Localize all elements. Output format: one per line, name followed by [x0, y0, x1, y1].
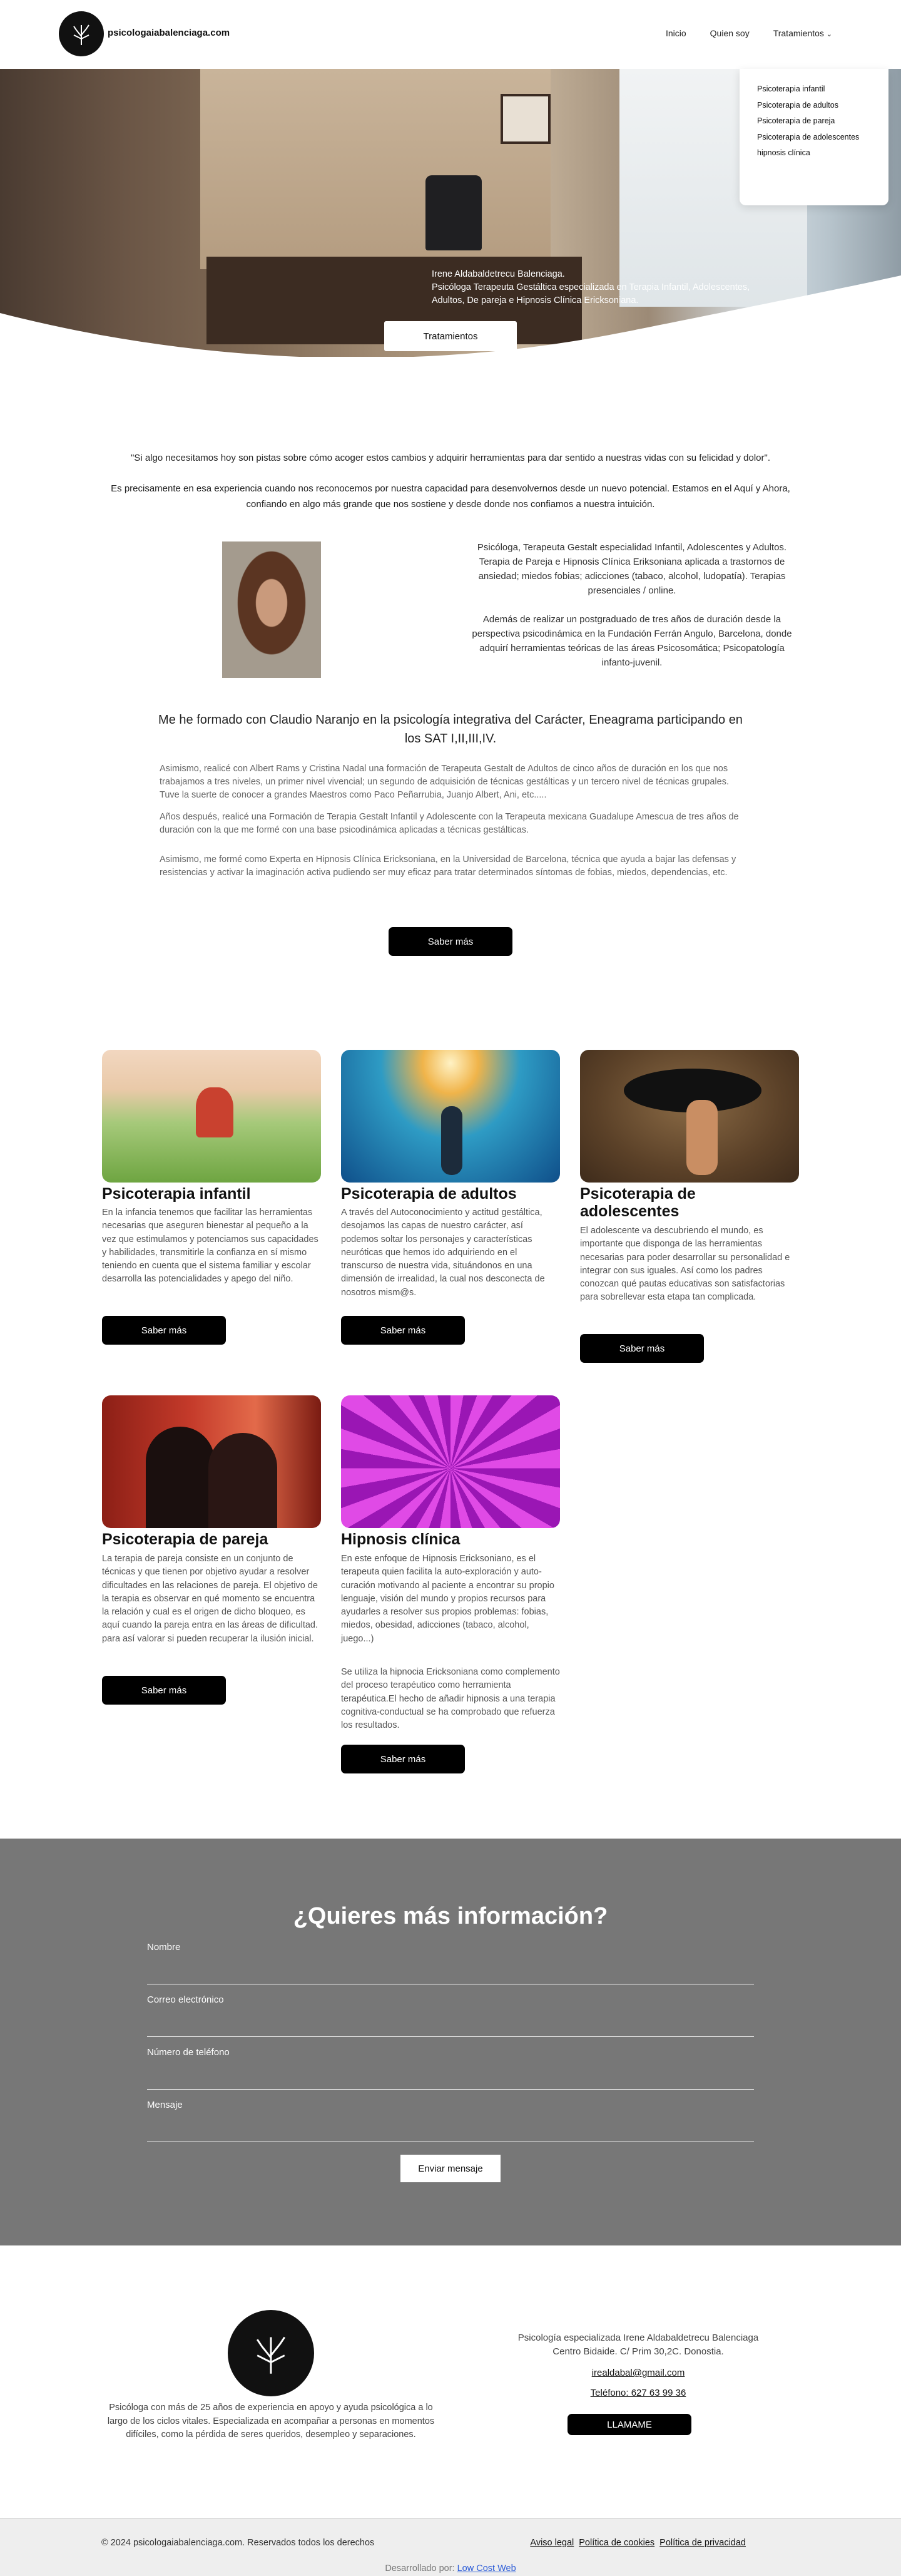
- label-mensaje: Mensaje: [147, 2100, 183, 2110]
- bio-paragraph-1: Psicóloga, Terapeuta Gestalt especialidad Infantil, Adolescentes y Adultos. Terapia de Pareja e Hipnosis Clínica Eriksoniana aplicada a trastornos de ansiedad; miedos fobias; adicciones (tabaco, alcohol, ludopatía). Terapias presenciales / online.: [477, 542, 787, 596]
- nav-inicio[interactable]: Inicio: [665, 28, 686, 38]
- developer-link[interactable]: Low Cost Web: [457, 2563, 516, 2573]
- enviar-mensaje-button[interactable]: Enviar mensaje: [400, 2155, 501, 2182]
- card-title-adultos: Psicoterapia de adultos: [341, 1185, 517, 1203]
- dropdown-item-adolescentes[interactable]: Psicoterapia de adolescentes: [757, 132, 860, 141]
- chevron-down-icon: ⌄: [826, 31, 832, 38]
- logo[interactable]: [59, 11, 104, 56]
- tratamientos-dropdown: [740, 69, 888, 205]
- label-nombre: Nombre: [147, 1942, 181, 1953]
- footer-email-link[interactable]: irealdabal@gmail.com: [591, 2368, 685, 2378]
- dropdown-item-infantil[interactable]: Psicoterapia infantil: [757, 85, 825, 93]
- training-heading: Me he formado con Claudio Naranjo en la psicología integrativa del Carácter, Eneagrama participando en los SAT I,II,III,IV.: [158, 713, 743, 746]
- card-text-adultos: A través del Autoconocimiento y actitud gestáltica, desojamos las capas de nuestro carácter, así podemos soltar los personajes y características neuróticas que hemos ido adquiriendo en el transcurso de nuestra vida, situándonos en una dimensión de irrealidad, la cual nos desconecta de nosotros mism@s.: [341, 1208, 545, 1298]
- card-image-infantil[interactable]: [102, 1050, 321, 1183]
- legal-links: [530, 2538, 746, 2548]
- footer-address: [476, 2331, 801, 2358]
- bio: [463, 540, 801, 670]
- tree-icon: [68, 20, 95, 48]
- training-paragraph-2: Años después, realicé una Formación de Terapia Gestalt Infantil y Adolescente con la Terapeuta mexicana Guadalupe Amescua de tres años de duración con la que me formé con una base psicodinámica aplicadas a técnicas gestálticas.: [160, 812, 739, 835]
- hero-wall: [200, 69, 551, 269]
- footer-description: Psicóloga con más de 25 años de experiencia en apoyo y ayuda psicológica a lo largo de los ciclos vitales. Especializada en acompañar a personas en momentos difíciles, como la pérdida de seres queridos, desempleo y separaciones.: [107, 2403, 435, 2440]
- saber-mas-adolescentes-button[interactable]: Saber más: [580, 1334, 704, 1363]
- developer-credit: [0, 2563, 901, 2573]
- saber-mas-pareja-button[interactable]: Saber más: [102, 1676, 226, 1705]
- contact-heading: ¿Quieres más información?: [293, 1903, 608, 1929]
- intro-paragraph: Es precisamente en esa experiencia cuando nos reconocemos por nuestra capacidad para desenvolvernos desde un nuevo potencial. Estamos en el Aquí y Ahora, confiando en algo más grande que nos sostiene y desde donde nos confiamos a nuestra intuición.: [111, 483, 790, 510]
- bio-paragraph-2: Además de realizar un postgraduado de tres años de duración desde la perspectiva psicodinámica en la Fundación Ferrán Angulo, Barcelona, donde adquirí herramientas teóricas de las áreas Psicosomática; Psicopatología infanto-juvenil.: [472, 614, 792, 668]
- hero-text: [432, 268, 782, 307]
- footer-phone-link[interactable]: Teléfono: 627 63 99 36: [590, 2388, 686, 2398]
- card-text-hipnosis-2: Se utiliza la hipnocia Ericksoniana como complemento del proceso terapéutico como herramienta terapéutica.El hecho de añadir hipnosis a una terapia cognitiva-conductual se ha comprobado que refuerza los resultados.: [341, 1667, 560, 1731]
- nav-quien-soy[interactable]: Quien soy: [710, 28, 750, 38]
- hero-line2: Psicóloga Terapeuta Gestáltica especializada en Terapia Infantil, Adolescentes, Adultos, De pareja e Hipnosis Clínica Ericksoniana.: [432, 282, 750, 305]
- card-title-adolescentes: Psicoterapia de adolescentes: [580, 1185, 696, 1220]
- card-image-adultos[interactable]: [341, 1050, 560, 1183]
- card-image-pareja[interactable]: [102, 1395, 321, 1528]
- card-title-infantil: Psicoterapia infantil: [102, 1185, 251, 1203]
- contact-section: [0, 1839, 901, 2245]
- saber-mas-hipnosis-button[interactable]: Saber más: [341, 1745, 465, 1773]
- saber-mas-adultos-button[interactable]: Saber más: [341, 1316, 465, 1345]
- intro-quote: "Si algo necesitamos hoy son pistas sobre cómo acoger estos cambios y adquirir herramientas para dar sentido a nuestras vidas con su felicidad y dolor".: [130, 453, 770, 463]
- card-text-infantil: En la infancia tenemos que facilitar las herramientas necesarias que aseguren bienestar al pequeño a la vez que estimulamos y potenciamos sus capacidades y habilidades, transmitirle la confianza en sí mismo teniendo en cuenta que el sistema familiar y escolar desarrolla las potencialidades y apego del niño.: [102, 1208, 318, 1285]
- nav-tratamientos[interactable]: [773, 28, 832, 38]
- copyright: © 2024 psicologaiabalenciaga.com. Reservados todos los derechos: [101, 2538, 375, 2548]
- hero-chair: [425, 175, 482, 250]
- aviso-legal-link[interactable]: Aviso legal: [530, 2538, 574, 2548]
- input-email[interactable]: [147, 2036, 754, 2037]
- developer-prefix: Desarrollado por:: [385, 2563, 455, 2573]
- dropdown-item-hipnosis[interactable]: hipnosis clínica: [757, 148, 810, 158]
- tratamientos-button[interactable]: Tratamientos: [384, 321, 517, 351]
- bottom-bar: [0, 2518, 901, 2576]
- card-text-pareja: La terapia de pareja consiste en un conjunto de técnicas y que tienen por objetivo ayudar a resolver dificultades en las relaciones de pareja. El objetivo de la terapia es observar en qué momento se encuentra la relación y cual es el origen de dicho bloqueo, es aquí cuando la pareja entra en las áreas de dificultad. para así valorar si pueden recuperar la ilusión inicial.: [102, 1554, 318, 1644]
- card-text-adolescentes: El adolescente va descubriendo el mundo, es importante que disponga de las herramientas necesarias para poder desarrollar su personalidad e integrar con sus iguales. Así como los padres conozcan qué pautas educativas son satisfactorias para sobrellevar esta etapa tan complicada.: [580, 1226, 790, 1303]
- site-header: [0, 0, 901, 69]
- training-paragraph-3: Asimismo, me formé como Experta en Hipnosis Clínica Ericksoniana, en la Universidad de Barcelona, técnica que ayuda a bajar las defensas y resistencias y activar la imaginación activa pudiendo ser muy eficaz para tratar determinados síntomas de fobias, miedos, dependencias, etc.: [160, 854, 736, 878]
- hero-picture-frame: [501, 94, 551, 144]
- card-image-adolescentes[interactable]: [580, 1050, 799, 1183]
- hero-line1: Irene Aldabaldetrecu Balenciaga.: [432, 269, 565, 279]
- card-title-hipnosis: Hipnosis clínica: [341, 1531, 461, 1548]
- training-paragraph-1: Asimismo, realicé con Albert Rams y Cristina Nadal una formación de Terapeuta Gestalt de Adultos de cinco años de duración en los que nos trabajamos a tres niveles, un primer nivel vivencial; un segundo de adquisición de técnicas gestálticas y un tercero nivel de técnicas grupales. Tuve la suerte de conocer a grandes Maestros como Paco Peñarrubia, Juanjo Albert, Ani, etc.....: [160, 764, 729, 800]
- main-nav: [666, 28, 832, 38]
- label-telefono: Número de teléfono: [147, 2047, 230, 2058]
- saber-mas-button[interactable]: Saber más: [389, 927, 512, 956]
- portrait-photo: [222, 541, 321, 678]
- footer-line1: Psicología especializada Irene Aldabaldetrecu Balenciaga: [517, 2332, 759, 2343]
- card-text-hipnosis: En este enfoque de Hipnosis Ericksoniano, es el terapeuta quien facilita la auto-exploración y auto-curación motivando al paciente a encontrar su propio lenguaje, visión del mundo y propios recursos para ayudarles a resolver sus propios problemas: fobias, miedos, obesidad, adicciones (tabaco, alcohol, juego...): [341, 1554, 554, 1644]
- saber-mas-infantil-button[interactable]: Saber más: [102, 1316, 226, 1345]
- nav-tratamientos-label: Tratamientos: [773, 28, 824, 38]
- card-title-pareja: Psicoterapia de pareja: [102, 1531, 268, 1548]
- label-email: Correo electrónico: [147, 1994, 224, 2005]
- dropdown-item-adultos[interactable]: Psicoterapia de adultos: [757, 100, 838, 110]
- tree-icon: [246, 2328, 296, 2378]
- politica-privacidad-link[interactable]: Política de privacidad: [659, 2538, 746, 2548]
- footer-logo[interactable]: [228, 2310, 314, 2396]
- politica-cookies-link[interactable]: Política de cookies: [579, 2538, 655, 2548]
- dropdown-item-pareja[interactable]: Psicoterapia de pareja: [757, 116, 835, 126]
- footer-line2: Centro Bidaide. C/ Prim 30,2C. Donostia.: [552, 2346, 724, 2357]
- input-telefono[interactable]: [147, 2089, 754, 2090]
- llamame-button[interactable]: LLAMAME: [568, 2414, 691, 2435]
- site-name[interactable]: psicologaiabalenciaga.com: [108, 28, 230, 38]
- card-image-hipnosis[interactable]: [341, 1395, 560, 1528]
